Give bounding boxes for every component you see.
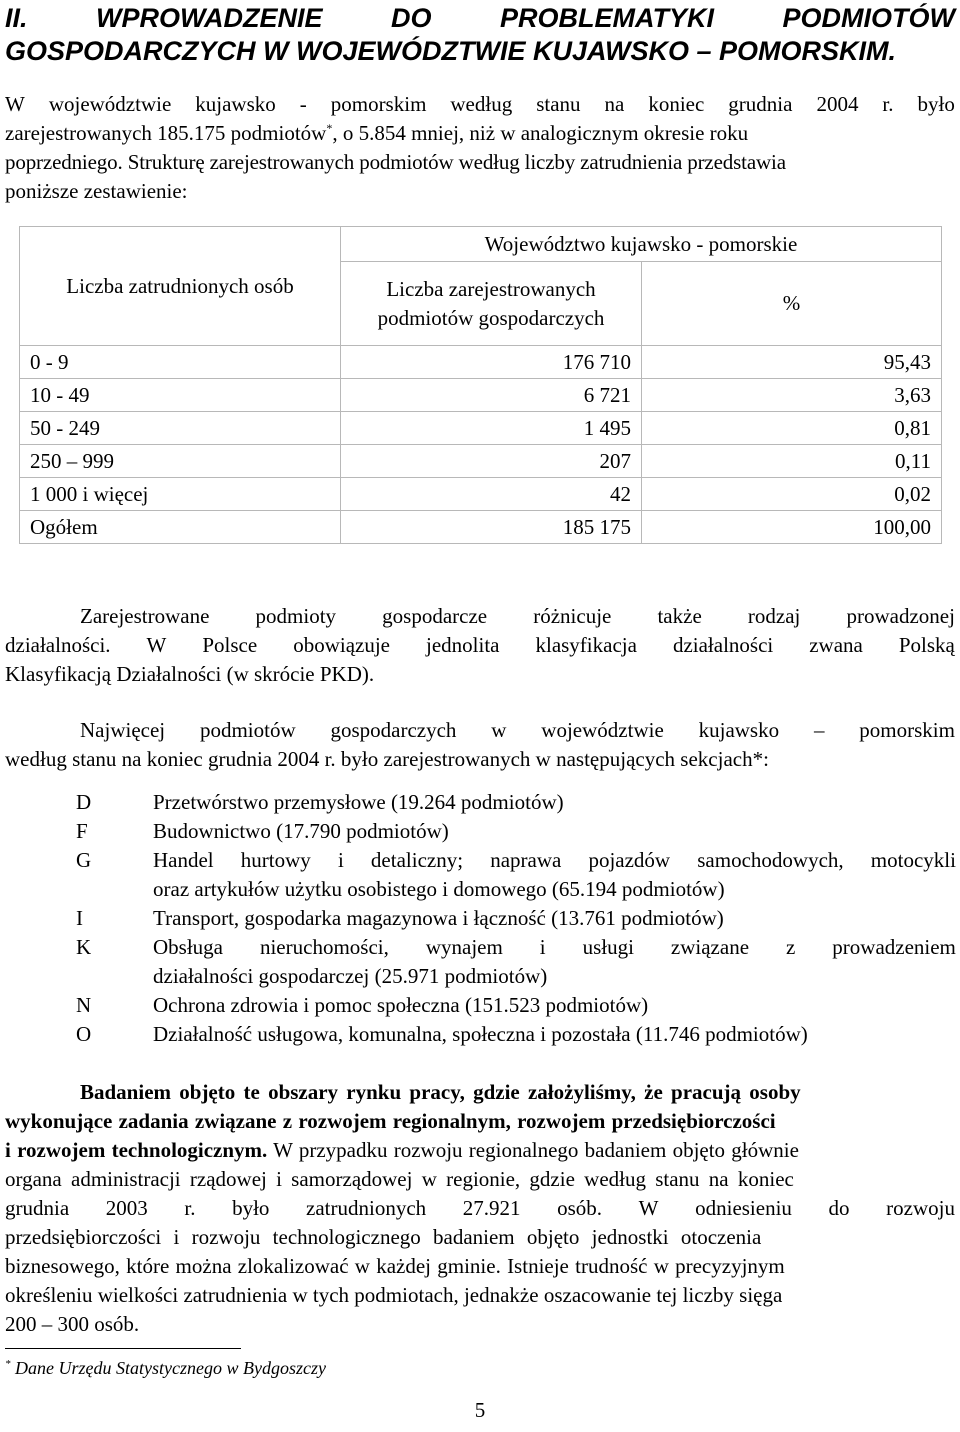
table-cell-range: Ogółem (20, 511, 341, 544)
intro-word: pomorskim (330, 92, 427, 116)
intro-word: było (917, 92, 955, 116)
intro-word: grudnia (728, 92, 793, 116)
research-line-7: biznesowego, które można zlokalizować w każdej gminie. Istnieje trudność w precyzyjnym (5, 1254, 785, 1278)
pkd-word: różnicuje (533, 604, 612, 628)
research-line-5 (5, 1194, 955, 1223)
pkd-word: gospodarcze (382, 604, 488, 628)
section-description (153, 1020, 956, 1049)
intro-paragraph (5, 90, 955, 206)
section-description (153, 904, 956, 933)
footnote: * Dane Urzędu Statystycznego w Bydgoszczy (5, 1358, 326, 1378)
intro-word: W (5, 92, 25, 116)
pkd-paragraph (5, 602, 955, 689)
intro-word: - (299, 92, 307, 116)
research-line-2: wykonujące zadania związane z rozwojem regionalnym, rozwojem przedsiębiorczości (5, 1109, 776, 1133)
pkd-sections-list (76, 788, 956, 1049)
research-word: W (638, 1196, 659, 1220)
table-cell-pct: 3,63 (642, 379, 942, 412)
pkd-line-3: Klasyfikacją Działalności (w skrócie PKD). (5, 662, 375, 686)
heading-word: II. (5, 3, 28, 33)
intro-word: r. (882, 92, 894, 116)
heading-line-1 (5, 2, 955, 35)
research-word: grudnia (5, 1196, 70, 1220)
table-cell-count: 176 710 (341, 346, 642, 379)
table-cell-count: 1 495 (341, 412, 642, 445)
intro-line-3: poprzedniego. Strukturę zarejestrowanych podmiotów według liczby zatrudnienia przedstawia (5, 150, 786, 174)
research-word: 2003 (105, 1196, 148, 1220)
section-description-line: Transport, gospodarka magazynowa i łączność (13.761 podmiotów) (153, 906, 724, 930)
table-cell-range: 10 - 49 (20, 379, 341, 412)
table-cell-count: 207 (341, 445, 642, 478)
table-cell-count: 6 721 (341, 379, 642, 412)
research-line-1: Badaniem objęto te obszary rynku pracy, gdzie założyliśmy, że pracują osoby (80, 1080, 801, 1104)
section-item (76, 846, 956, 904)
intro-word: województwie (48, 92, 172, 116)
research-word: osób. (557, 1196, 603, 1220)
section-code: O (76, 1022, 92, 1046)
pkd-word: W (146, 633, 167, 657)
pkd-word: działalności. (5, 633, 111, 657)
section-description-line: Działalność usługowa, komunalna, społeczna i pozostała (11.746 podmiotów) (153, 1022, 808, 1046)
table-cell-count: 42 (341, 478, 642, 511)
section-code: D (76, 790, 92, 814)
section-description (153, 991, 956, 1020)
sections-intro-line-2: według stanu na koniec grudnia 2004 r. było zarejestrowanych w następujących sekcjach*: (5, 747, 769, 771)
research-word: do (828, 1196, 850, 1220)
pkd-word: działalności (672, 633, 774, 657)
chapter-heading (5, 2, 955, 68)
table-row (20, 445, 942, 478)
pkd-line-2 (5, 631, 955, 660)
header-percent: % (642, 262, 942, 346)
research-word: 27.921 (462, 1196, 521, 1220)
table-row (20, 412, 942, 445)
sections-intro-word: pomorskim (859, 718, 955, 742)
section-description (153, 846, 956, 904)
sections-intro-word: w (491, 718, 507, 742)
footnote-reference: * (326, 121, 333, 135)
section-code: G (76, 848, 92, 872)
sections-intro-paragraph (5, 716, 955, 774)
table-cell-range: 0 - 9 (20, 346, 341, 379)
section-description (153, 933, 956, 991)
sections-intro-line-1 (5, 716, 955, 745)
table-row (20, 346, 942, 379)
intro-line-1 (5, 90, 955, 119)
heading-word: PROBLEMATYKI (500, 3, 715, 33)
pkd-word: obowiązuje (293, 633, 390, 657)
section-description-line: Budownictwo (17.790 podmiotów) (153, 819, 449, 843)
pkd-word: podmioty (255, 604, 337, 628)
section-code: F (76, 819, 88, 843)
heading-word: WPROWADZENIE (96, 3, 323, 33)
section-item (76, 933, 956, 991)
section-code: N (76, 993, 92, 1017)
footnote-divider (5, 1348, 241, 1349)
heading-word: PODMIOTÓW (782, 3, 955, 33)
table-cell-range: 50 - 249 (20, 412, 341, 445)
pkd-word: Zarejestrowane (80, 604, 210, 628)
sections-intro-word: gospodarczych (330, 718, 457, 742)
section-description-line: działalności gospodarczej (25.971 podmiotów) (153, 964, 548, 988)
pkd-word: także (657, 604, 702, 628)
pkd-word: prowadzonej (846, 604, 955, 628)
research-word: zatrudnionych (306, 1196, 427, 1220)
research-paragraph (5, 1078, 955, 1339)
section-item (76, 1020, 956, 1049)
section-item (76, 991, 956, 1020)
research-word: było (232, 1196, 270, 1220)
intro-line-2: zarejestrowanych 185.175 podmiotów*, o 5.854 mniej, niż w analogicznym okresie roku (5, 121, 749, 145)
sections-intro-word: kujawsko (698, 718, 780, 742)
table-cell-pct: 0,02 (642, 478, 942, 511)
table-cell-range: 250 – 999 (20, 445, 341, 478)
research-line-4: organa administracji rządowej i samorządowej w regionie, gdzie według stanu na koniec (5, 1167, 794, 1191)
intro-word: według (450, 92, 513, 116)
page-number: 5 (474, 1398, 486, 1422)
pkd-word: zwana (809, 633, 863, 657)
intro-word: koniec (648, 92, 705, 116)
section-description-line: Ochrona zdrowia i pomoc społeczna (151.523 podmiotów) (153, 993, 649, 1017)
section-item (76, 904, 956, 933)
table-row (20, 478, 942, 511)
section-description (153, 788, 956, 817)
pkd-word: jednolita (426, 633, 500, 657)
table-row (20, 379, 942, 412)
section-description-line: Obsługa nieruchomości, wynajem i usługi związane z prowadzeniem (153, 935, 956, 959)
research-line-8: określeniu wielkości zatrudnienia w tych podmiotach, jednakże oszacowanie tej liczby sięga (5, 1283, 783, 1307)
intro-word: stanu (536, 92, 581, 116)
section-description-line: Handel hurtowy i detaliczny; naprawa pojazdów samochodowych, motocykli (153, 848, 956, 872)
header-employment: Liczba zatrudnionych osób (20, 227, 341, 346)
section-description-line: oraz artykułów użytku osobistego i domowego (65.194 podmiotów) (153, 877, 725, 901)
table-cell-pct: 95,43 (642, 346, 942, 379)
sections-intro-word: Najwięcej (80, 718, 166, 742)
research-word: rozwoju (886, 1196, 955, 1220)
intro-word: kujawsko (195, 92, 276, 116)
table-cell-pct: 0,11 (642, 445, 942, 478)
table-cell-pct: 0,81 (642, 412, 942, 445)
research-line-9: 200 – 300 osób. (5, 1312, 140, 1336)
sections-intro-word: podmiotów (199, 718, 296, 742)
sections-intro-word: województwie (541, 718, 664, 742)
table-cell-pct: 100,00 (642, 511, 942, 544)
heading-line-2: GOSPODARCZYCH W WOJEWÓDZTWIE KUJAWSKO – POMORSKIM. (5, 36, 897, 66)
research-word: odniesieniu (695, 1196, 792, 1220)
section-code: I (76, 906, 83, 930)
pkd-word: Polską (898, 633, 955, 657)
section-description (153, 817, 956, 846)
section-item (76, 817, 956, 846)
heading-word: DO (391, 3, 432, 33)
sections-intro-word: – (813, 718, 825, 742)
research-word: r. (184, 1196, 196, 1220)
pkd-word: Polsce (202, 633, 258, 657)
pkd-word: klasyfikacja (535, 633, 637, 657)
table-cell-range: 1 000 i więcej (20, 478, 341, 511)
header-region: Województwo kujawsko - pomorskie (341, 227, 942, 262)
research-line-3: i rozwojem technologicznym. W przypadku rozwoju regionalnego badaniem objęto głównie (5, 1138, 799, 1162)
employment-structure-table (19, 226, 942, 544)
section-description-line: Przetwórstwo przemysłowe (19.264 podmiotów) (153, 790, 564, 814)
intro-line-4: poniższe zestawienie: (5, 179, 188, 203)
section-code: K (76, 935, 92, 959)
header-registered-entities: Liczba zarejestrowanych podmiotów gospodarczych (341, 262, 642, 346)
pkd-line-1 (5, 602, 955, 631)
intro-word: 2004 (816, 92, 859, 116)
section-item (76, 788, 956, 817)
table-row (20, 511, 942, 544)
research-line-6: przedsiębiorczości i rozwoju technologicznego badaniem objęto jednostki otoczenia (5, 1225, 762, 1249)
pkd-word: rodzaj (747, 604, 801, 628)
table-cell-count: 185 175 (341, 511, 642, 544)
intro-word: na (604, 92, 625, 116)
